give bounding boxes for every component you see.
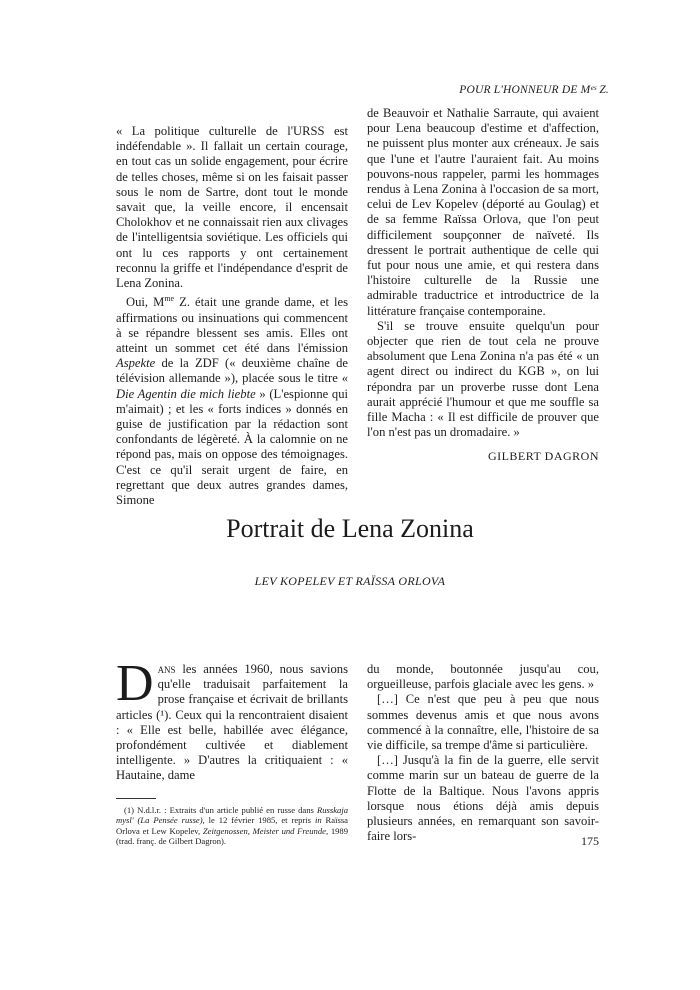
text-run: de la ZDF (« deuxième chaîne de télévision allemande »), placée sous le titre «: [116, 356, 348, 386]
text-run: (1) N.d.l.r. : Extraits d'un article publié en russe dans: [124, 804, 317, 815]
text-run: les années 1960, nous savions qu'elle traduisait parfaitement la prose française et écrivait de brillants articles (¹). Ceux qui la rencontraient disaient : « Elle est belle, habillée avec élégance, profondément cultivée et diablement intelligente. » D'autres la critiquaient : « Hautaine, dame: [116, 662, 348, 783]
top-right-column: [367, 106, 599, 465]
paragraph: de Beauvoir et Nathalie Sarraute, qui avaient pour Lena beaucoup d'estime et d'affection, ne puissent plus monter aux créneaux. Je sais que l'une et l'autre l'auraient fait. Au moins pouvons-nous rappeler, parmi les hommages rendus à Lena Zonina à l'occasion de sa mort, celui de Lev Kopelev (déporté au Goulag) et de sa femme Raïssa Orlova, que l'on peut difficilement soupçonner de naïveté. Ils dressent le portrait authentique de celle qui fut pour nous une amie, et qui restera dans l'histoire culturelle de la Russie une admirable traductrice et introductrice de la littérature française contemporaine.: [367, 106, 599, 318]
paragraph: [116, 655, 348, 784]
bottom-left-column: [116, 655, 349, 847]
italic-text: Aspekte: [116, 356, 156, 371]
page-number: 175: [581, 834, 599, 848]
text-run: , 1989 (trad. franç. de Gilbert Dagron).: [116, 825, 349, 847]
footnote-rule: [116, 798, 156, 799]
italic-text: in: [314, 815, 322, 826]
paragraph: [116, 291, 348, 508]
text-run: » (L'espionne qui m'aimait) ; et les « forts indices » donnés en guise de justification par la rédaction sont confondants de légèreté. À la calomnie on ne répond pas, mais on oppose des témoignages. C'est ce qu'il serait urgent de faire, en regrettant que deux autres grandes dames, Simone: [116, 386, 349, 508]
italic-text: Zeitgenossen, Meister und Freunde: [202, 825, 326, 836]
paragraph: du monde, boutonnée jusqu'au cou, orgueilleuse, parfois glaciale avec les gens. »: [367, 662, 599, 692]
text-run: Raïssa Orlova et Lew Kopelev,: [116, 815, 348, 836]
article-title: Portrait de Lena Zonina: [226, 514, 474, 543]
superscript: me: [164, 294, 175, 304]
drop-cap: D: [116, 655, 154, 712]
running-head: POUR L'HONNEUR DE Mᵉˢ Z.: [459, 84, 609, 96]
paragraph: […] Ce n'est que peu à peu que nous sommes devenus amis et que nous avons commencé à la connaître, elle, l'histoire de sa vie difficile, sa trempe d'âme si particulière.: [367, 692, 599, 753]
signature: GILBERT DAGRON: [487, 449, 599, 464]
top-left-column: [116, 124, 348, 508]
text-run: Oui, M: [126, 295, 165, 310]
italic-text: Die Agentin die mich liebte: [116, 386, 256, 401]
article-authors: LEV KOPELEV ET RAÏSSA ORLOVA: [254, 574, 446, 588]
paragraph: […] Jusqu'à la fin de la guerre, elle servit comme marin sur un bateau de guerre de la Flotte de la Baltique. Nous l'avons appris lorsque nous étions déjà amis depuis plusieurs années, en remarquant son savoir-faire lors-: [367, 753, 599, 844]
paragraph: « La politique culturelle de l'URSS est indéfendable ». Il fallait un certain courage, en tout cas un solide engagement, pour écrire de telles choses, même si on les faisait passer sous le nom de Sartre, dont tout le monde savait que, la veille encore, il encensait Cholokhov et ne connaissait rien aux clivages de l'intelligentsia soviétique. Les officiels qui ont lu ces rapports y ont certainement reconnu la griffe et l'indépendance d'esprit de Lena Zonina.: [116, 124, 348, 291]
bottom-right-column: [367, 662, 599, 844]
text-run: , le 12 février 1985, et repris: [202, 815, 315, 826]
smallcaps-lead: ans: [157, 662, 176, 676]
text-run: Z. était une grande dame, et les affirmations ou insinuations qui commencent à se répandre blessent ses amis. Elles ont atteint un sommet cet été dans l'émission: [116, 295, 348, 356]
italic-text: Russkaja mysl' (La Pensée russe): [116, 804, 348, 826]
footnote: [116, 805, 348, 847]
paragraph: S'il se trouve ensuite quelqu'un pour objecter que rien de tout cela ne prouve absolument que Lena Zonina n'a pas été « un agent direct ou indirect du KGB », on lui répondra par un proverbe russe dont Lena aurait apprécié l'humour et que me souffle sa fille Macha : « Il est difficile de prouver que l'on n'est pas un dromadaire. »: [367, 318, 599, 440]
